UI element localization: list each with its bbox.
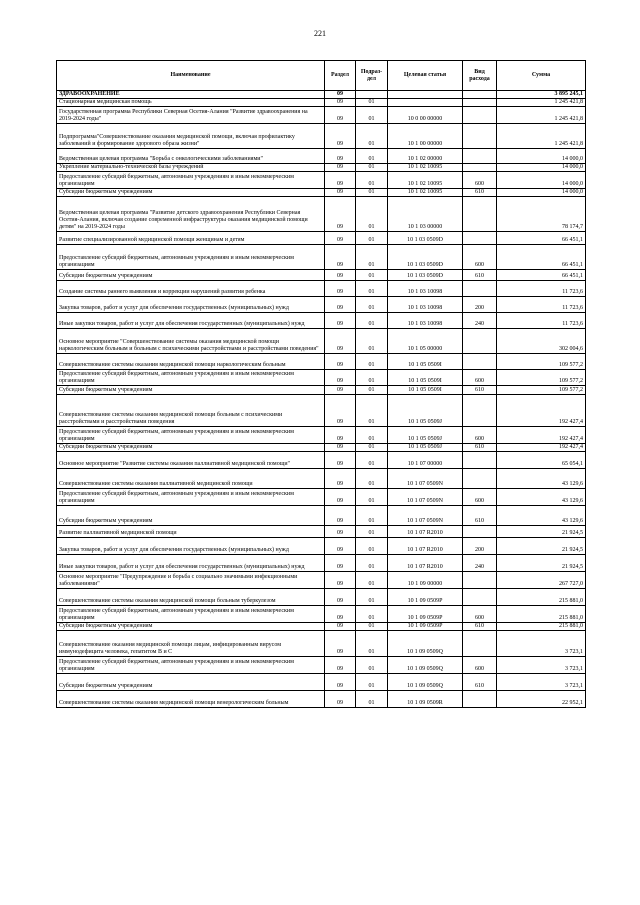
- row-section: 09: [325, 589, 356, 606]
- row-expense-type: [463, 631, 497, 657]
- row-subsection: 01: [356, 538, 388, 555]
- row-expense-type: [463, 452, 497, 469]
- row-amount: 1 245 421,8: [497, 99, 586, 107]
- table-row: [57, 297, 586, 313]
- row-name: Совершенствование системы оказания медицинской помощи больным с психическими расстройствами и расстройствами поведения: [57, 395, 325, 427]
- row-section: 09: [325, 245, 356, 270]
- row-name: Субсидии бюджетным учреждениям: [57, 623, 325, 631]
- row-target-article: 10 1 00 00000: [388, 124, 463, 149]
- row-subsection: 01: [356, 631, 388, 657]
- row-name: Развитие паллиативной медицинской помощи: [57, 526, 325, 538]
- row-subsection: 01: [356, 606, 388, 623]
- row-target-article: 10 1 02 00000: [388, 149, 463, 164]
- row-amount: 215 881,0: [497, 606, 586, 623]
- row-name: Укрепление материально-технической базы учреждений: [57, 164, 325, 172]
- row-section: 09: [325, 657, 356, 674]
- row-subsection: 01: [356, 164, 388, 172]
- row-target-article: 10 1 09 0509Q: [388, 674, 463, 691]
- row-target-article: 10 1 02 10095: [388, 164, 463, 172]
- row-section: 09: [325, 107, 356, 124]
- row-target-article: 10 1 03 0509D: [388, 232, 463, 245]
- row-subsection: 01: [356, 297, 388, 313]
- row-section: 09: [325, 606, 356, 623]
- row-amount: 3 723,1: [497, 657, 586, 674]
- row-section: 09: [325, 674, 356, 691]
- page-number: 221: [314, 29, 326, 38]
- row-amount: 3 723,1: [497, 674, 586, 691]
- row-name: Создание системы раннего выявления и коррекции нарушений развития ребенка: [57, 281, 325, 297]
- row-section: 09: [325, 395, 356, 427]
- row-expense-type: 610: [463, 386, 497, 395]
- row-subsection: 01: [356, 386, 388, 395]
- header-expense-type: Вид расхода: [463, 61, 497, 91]
- row-target-article: 10 1 05 0509I: [388, 370, 463, 386]
- header-name: Наименование: [57, 61, 325, 91]
- row-expense-type: [463, 197, 497, 232]
- row-amount: 1 245 421,8: [497, 124, 586, 149]
- table-row: [57, 354, 586, 370]
- row-section: 09: [325, 172, 356, 189]
- row-name: Совершенствование системы оказания медицинской помощи наркологическим больным: [57, 354, 325, 370]
- table-row: [57, 674, 586, 691]
- row-name: Основное мероприятие "Предупреждение и борьба с социально значимыми инфекционными заболеваниями": [57, 572, 325, 589]
- row-amount: 65 054,1: [497, 452, 586, 469]
- table-header-row: [57, 61, 586, 91]
- row-section: 09: [325, 555, 356, 572]
- row-name: Совершенствование оказания медицинской помощи лицам, инфицированным вирусом иммунодефицита человека, гепатитом В и С: [57, 631, 325, 657]
- row-amount: 3 723,1: [497, 631, 586, 657]
- row-target-article: 10 1 03 00000: [388, 197, 463, 232]
- row-target-article: 10 1 05 0509J: [388, 395, 463, 427]
- row-expense-type: [463, 572, 497, 589]
- row-name: Совершенствование системы оказания медицинской помощи больным туберкулезом: [57, 589, 325, 606]
- row-name: Основное мероприятие "Развитие системы оказания паллиативной медицинской помощи": [57, 452, 325, 469]
- row-expense-type: [463, 526, 497, 538]
- row-section: 09: [325, 489, 356, 506]
- table-row: [57, 99, 586, 107]
- row-subsection: 01: [356, 232, 388, 245]
- table-row: [57, 313, 586, 329]
- row-name: Закупка товаров, работ и услуг для обеспечения государственных (муниципальных) нужд: [57, 297, 325, 313]
- row-section: 09: [325, 469, 356, 489]
- row-expense-type: 600: [463, 370, 497, 386]
- row-name: Ведомственная целевая программа "Борьба с онкологическими заболеваниями": [57, 149, 325, 164]
- row-expense-type: [463, 91, 497, 99]
- row-target-article: 10 1 07 R2010: [388, 538, 463, 555]
- row-expense-type: 600: [463, 172, 497, 189]
- row-section: 09: [325, 329, 356, 354]
- row-amount: 109 577,2: [497, 370, 586, 386]
- row-subsection: [356, 91, 388, 99]
- table-row: [57, 329, 586, 354]
- row-expense-type: [463, 691, 497, 708]
- row-name: Субсидии бюджетным учреждениям: [57, 189, 325, 197]
- row-section: 09: [325, 270, 356, 281]
- header-amount: Сумма: [497, 61, 586, 91]
- row-expense-type: [463, 329, 497, 354]
- table-row: [57, 452, 586, 469]
- row-expense-type: 200: [463, 297, 497, 313]
- row-subsection: 01: [356, 107, 388, 124]
- row-amount: 1 245 421,8: [497, 107, 586, 124]
- table-row: [57, 657, 586, 674]
- row-target-article: 10 1 07 0509N: [388, 469, 463, 489]
- table-row: [57, 281, 586, 297]
- row-amount: 14 000,0: [497, 172, 586, 189]
- row-amount: 66 451,1: [497, 245, 586, 270]
- table-row: [57, 197, 586, 232]
- table-row: [57, 395, 586, 427]
- budget-table: [56, 60, 586, 708]
- row-subsection: 01: [356, 354, 388, 370]
- row-name: Подпрограмма"Совершенствование оказания медицинской помощи, включая профилактику заболеваний и формирование здорового образа жизни": [57, 124, 325, 149]
- row-name: Предоставление субсидий бюджетным, автономным учреждениям и иным некоммерческим организациям: [57, 245, 325, 270]
- row-subsection: 01: [356, 589, 388, 606]
- row-section: 09: [325, 149, 356, 164]
- row-name: Субсидии бюджетным учреждениям: [57, 506, 325, 526]
- row-target-article: 10 1 03 10098: [388, 281, 463, 297]
- row-section: 09: [325, 526, 356, 538]
- row-name: Совершенствование системы оказания медицинской помощи венерологическим больным: [57, 691, 325, 708]
- row-subsection: 01: [356, 427, 388, 444]
- row-section: 09: [325, 538, 356, 555]
- table-row: [57, 572, 586, 589]
- row-target-article: 10 1 05 0509J: [388, 444, 463, 452]
- row-subsection: 01: [356, 245, 388, 270]
- row-target-article: 10 1 05 0509I: [388, 354, 463, 370]
- row-target-article: [388, 99, 463, 107]
- row-amount: 11 723,6: [497, 313, 586, 329]
- row-subsection: 01: [356, 623, 388, 631]
- row-expense-type: [463, 395, 497, 427]
- row-amount: 11 723,6: [497, 281, 586, 297]
- row-target-article: 10 1 07 R2010: [388, 555, 463, 572]
- row-name: Государственная программа Республики Северная Осетия-Алания "Развитие здравоохранения на 2019-2024 годы": [57, 107, 325, 124]
- row-expense-type: 610: [463, 444, 497, 452]
- row-expense-type: 610: [463, 674, 497, 691]
- row-section: 09: [325, 427, 356, 444]
- row-subsection: 01: [356, 313, 388, 329]
- row-expense-type: 200: [463, 538, 497, 555]
- row-subsection: 01: [356, 189, 388, 197]
- table-row: [57, 270, 586, 281]
- row-section: 09: [325, 631, 356, 657]
- row-target-article: 10 1 07 0509N: [388, 489, 463, 506]
- row-section: 09: [325, 99, 356, 107]
- row-amount: 215 881,0: [497, 623, 586, 631]
- row-name: Ведомственная целевая программа "Развитие детского здравоохранения Республики Северная Осетия-Алания, включая создание современной инфраструктуры оказания медицинской помощи детям" на 2019-2024 годы: [57, 197, 325, 232]
- table-row: [57, 124, 586, 149]
- row-name: Предоставление субсидий бюджетным, автономным учреждениям и иным некоммерческим организациям: [57, 427, 325, 444]
- row-amount: 109 577,2: [497, 386, 586, 395]
- row-name: Иные закупки товаров, работ и услуг для обеспечения государственных (муниципальных) нужд: [57, 555, 325, 572]
- row-target-article: 10 1 09 0509Q: [388, 631, 463, 657]
- table-row: [57, 606, 586, 623]
- row-amount: 21 924,5: [497, 538, 586, 555]
- row-subsection: 01: [356, 395, 388, 427]
- row-target-article: 10 1 02 10095: [388, 189, 463, 197]
- row-target-article: 10 1 02 10095: [388, 172, 463, 189]
- row-section: 09: [325, 124, 356, 149]
- row-subsection: 01: [356, 657, 388, 674]
- table-row: [57, 555, 586, 572]
- row-expense-type: [463, 99, 497, 107]
- row-subsection: 01: [356, 149, 388, 164]
- row-subsection: 01: [356, 270, 388, 281]
- row-target-article: 10 1 09 00000: [388, 572, 463, 589]
- row-subsection: 01: [356, 674, 388, 691]
- row-section: 09: [325, 370, 356, 386]
- row-expense-type: [463, 149, 497, 164]
- row-section: 09: [325, 297, 356, 313]
- row-target-article: 10 1 05 00000: [388, 329, 463, 354]
- row-name: Основное мероприятие "Совершенствование системы оказания медицинской помощи наркологическим больным и больным с психическими расстройствами и расстройствами поведения": [57, 329, 325, 354]
- row-section: 09: [325, 354, 356, 370]
- row-amount: 215 881,0: [497, 589, 586, 606]
- row-expense-type: [463, 124, 497, 149]
- row-expense-type: 600: [463, 606, 497, 623]
- row-expense-type: [463, 281, 497, 297]
- header-subsection: Подраз-дел: [356, 61, 388, 91]
- row-section: 09: [325, 164, 356, 172]
- row-amount: 3 895 245,1: [497, 91, 586, 99]
- row-expense-type: [463, 107, 497, 124]
- table-row: [57, 623, 586, 631]
- row-subsection: 01: [356, 124, 388, 149]
- row-name: Предоставление субсидий бюджетным, автономным учреждениям и иным некоммерческим организациям: [57, 370, 325, 386]
- row-section: 09: [325, 506, 356, 526]
- row-name: Предоставление субсидий бюджетным, автономным учреждениям и иным некоммерческим организациям: [57, 172, 325, 189]
- row-expense-type: [463, 232, 497, 245]
- row-target-article: 10 1 07 00000: [388, 452, 463, 469]
- row-expense-type: [463, 589, 497, 606]
- table-row: [57, 149, 586, 164]
- row-section: 09: [325, 572, 356, 589]
- row-amount: 14 000,0: [497, 149, 586, 164]
- table-row: [57, 538, 586, 555]
- row-subsection: 01: [356, 172, 388, 189]
- row-subsection: 01: [356, 691, 388, 708]
- row-amount: 78 174,7: [497, 197, 586, 232]
- row-amount: 14 000,0: [497, 189, 586, 197]
- row-expense-type: 240: [463, 313, 497, 329]
- table-row: [57, 245, 586, 270]
- row-target-article: 10 1 05 0509J: [388, 427, 463, 444]
- row-target-article: 10 1 05 0509I: [388, 386, 463, 395]
- row-target-article: 10 1 03 0509D: [388, 245, 463, 270]
- table-row: [57, 589, 586, 606]
- row-amount: 267 727,0: [497, 572, 586, 589]
- row-name: Предоставление субсидий бюджетным, автономным учреждениям и иным некоммерческим организациям: [57, 657, 325, 674]
- row-name: Совершенствование системы оказания паллиативной медицинской помощи: [57, 469, 325, 489]
- row-target-article: 10 1 07 0509N: [388, 506, 463, 526]
- row-amount: 22 952,1: [497, 691, 586, 708]
- table-row: [57, 386, 586, 395]
- table-row: [57, 506, 586, 526]
- row-section: 09: [325, 313, 356, 329]
- row-target-article: 10 1 03 0509D: [388, 270, 463, 281]
- row-section: 09: [325, 91, 356, 99]
- row-expense-type: [463, 469, 497, 489]
- row-target-article: 10 1 07 R2010: [388, 526, 463, 538]
- table-row: [57, 189, 586, 197]
- row-name: Иные закупки товаров, работ и услуг для обеспечения государственных (муниципальных) нужд: [57, 313, 325, 329]
- header-target-article: Целевая статья: [388, 61, 463, 91]
- row-expense-type: 600: [463, 245, 497, 270]
- row-expense-type: 610: [463, 270, 497, 281]
- row-target-article: 10 1 09 0509Q: [388, 657, 463, 674]
- row-subsection: 01: [356, 329, 388, 354]
- row-section: 09: [325, 386, 356, 395]
- table-row: [57, 526, 586, 538]
- row-target-article: 10 0 00 00000: [388, 107, 463, 124]
- row-amount: 43 129,6: [497, 489, 586, 506]
- row-expense-type: 610: [463, 189, 497, 197]
- row-subsection: 01: [356, 489, 388, 506]
- table-row: [57, 370, 586, 386]
- table-row: [57, 691, 586, 708]
- row-subsection: 01: [356, 526, 388, 538]
- row-subsection: 01: [356, 197, 388, 232]
- row-name: Субсидии бюджетным учреждениям: [57, 444, 325, 452]
- row-amount: 192 427,4: [497, 395, 586, 427]
- row-amount: 192 427,4: [497, 444, 586, 452]
- row-name: Развитие специализированной медицинской помощи женщинам и детям: [57, 232, 325, 245]
- row-target-article: 10 1 09 0509P: [388, 589, 463, 606]
- row-name: Предоставление субсидий бюджетным, автономным учреждениям и иным некоммерческим организациям: [57, 489, 325, 506]
- table-row: [57, 232, 586, 245]
- row-subsection: 01: [356, 469, 388, 489]
- table-row: [57, 91, 586, 99]
- table-row: [57, 427, 586, 444]
- table-row: [57, 489, 586, 506]
- row-name: Предоставление субсидий бюджетным, автономным учреждениям и иным некоммерческим организациям: [57, 606, 325, 623]
- row-name: Субсидии бюджетным учреждениям: [57, 674, 325, 691]
- row-subsection: 01: [356, 572, 388, 589]
- row-subsection: 01: [356, 370, 388, 386]
- row-section: 09: [325, 197, 356, 232]
- row-expense-type: 600: [463, 427, 497, 444]
- row-subsection: 01: [356, 555, 388, 572]
- row-expense-type: [463, 354, 497, 370]
- row-name: ЗДРАВООХРАНЕНИЕ: [57, 91, 325, 99]
- row-target-article: 10 1 09 0509R: [388, 691, 463, 708]
- row-amount: 43 129,6: [497, 506, 586, 526]
- row-expense-type: [463, 164, 497, 172]
- row-subsection: 01: [356, 281, 388, 297]
- table-row: [57, 107, 586, 124]
- row-target-article: 10 1 09 0509P: [388, 623, 463, 631]
- row-expense-type: 240: [463, 555, 497, 572]
- row-expense-type: 600: [463, 657, 497, 674]
- row-section: 09: [325, 623, 356, 631]
- row-subsection: 01: [356, 452, 388, 469]
- table-row: [57, 469, 586, 489]
- row-section: 09: [325, 189, 356, 197]
- row-subsection: 01: [356, 506, 388, 526]
- row-amount: 11 723,6: [497, 297, 586, 313]
- row-target-article: [388, 91, 463, 99]
- row-amount: 14 000,0: [497, 164, 586, 172]
- row-section: 09: [325, 444, 356, 452]
- row-section: 09: [325, 691, 356, 708]
- row-amount: 43 129,6: [497, 469, 586, 489]
- row-section: 09: [325, 232, 356, 245]
- table-row: [57, 631, 586, 657]
- header-section: Раздел: [325, 61, 356, 91]
- row-subsection: 01: [356, 99, 388, 107]
- row-subsection: 01: [356, 444, 388, 452]
- row-expense-type: 600: [463, 489, 497, 506]
- row-amount: 109 577,2: [497, 354, 586, 370]
- row-target-article: 10 1 03 10098: [388, 313, 463, 329]
- table-row: [57, 172, 586, 189]
- row-amount: 66 451,1: [497, 232, 586, 245]
- row-name: Стационарная медицинская помощь: [57, 99, 325, 107]
- row-name: Закупка товаров, работ и услуг для обеспечения государственных (муниципальных) нужд: [57, 538, 325, 555]
- row-section: 09: [325, 281, 356, 297]
- row-section: 09: [325, 452, 356, 469]
- row-amount: 302 004,6: [497, 329, 586, 354]
- row-amount: 21 924,5: [497, 526, 586, 538]
- table-row: [57, 444, 586, 452]
- row-name: Субсидии бюджетным учреждениям: [57, 386, 325, 395]
- row-target-article: 10 1 03 10098: [388, 297, 463, 313]
- row-expense-type: 610: [463, 506, 497, 526]
- table-row: [57, 164, 586, 172]
- row-target-article: 10 1 09 0509P: [388, 606, 463, 623]
- row-expense-type: 610: [463, 623, 497, 631]
- row-amount: 66 451,1: [497, 270, 586, 281]
- row-amount: 21 924,5: [497, 555, 586, 572]
- row-amount: 192 427,4: [497, 427, 586, 444]
- row-name: Субсидии бюджетным учреждениям: [57, 270, 325, 281]
